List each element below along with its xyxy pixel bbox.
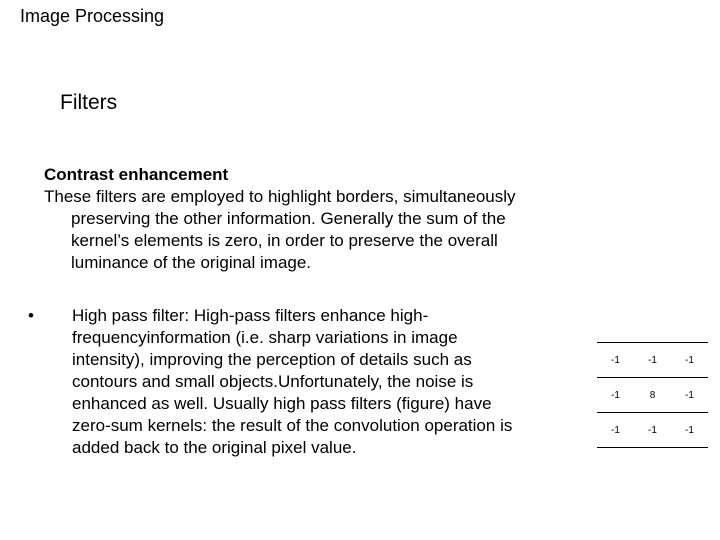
kernel-cell: -1 [634,413,671,448]
bullet-list [28,305,524,459]
kernel-cell: -1 [634,343,671,378]
kernel-row [597,343,708,378]
kernel-cell: -1 [671,378,708,413]
kernel-cell: -1 [597,413,634,448]
kernel-cell: -1 [671,343,708,378]
kernel-cell: -1 [597,378,634,413]
intro-paragraph: These filters are employed to highlight borders, simultaneously preserving the other information. Generally the sum of the kernel’s elements is zero, in order to preserve the overall luminance of the original image. [44,187,516,272]
bullet-item-high-pass [28,305,524,459]
slide-content [28,164,524,459]
kernel-row [597,378,708,413]
bullet-marker: • [28,306,34,325]
slide-title: Filters [60,91,118,114]
section-heading: Contrast enhancement [44,165,229,184]
kernel-cell: -1 [597,343,634,378]
kernel-cell: -1 [671,413,708,448]
bullet-text: High pass filter: High-pass filters enhance high-frequencyinformation (i.e. sharp variations in image intensity), improving the perception of details such as contours and small objects.Unfortunately, the noise is enhanced as well. Usually high pass filters (figure) have zero-sum kernels: the result of the convolution operation is added back to the original pixel value. [72,306,513,457]
kernel-matrix [597,342,708,448]
header-title: Image Processing [20,6,165,26]
kernel-cell: 8 [634,378,671,413]
kernel-row [597,413,708,448]
